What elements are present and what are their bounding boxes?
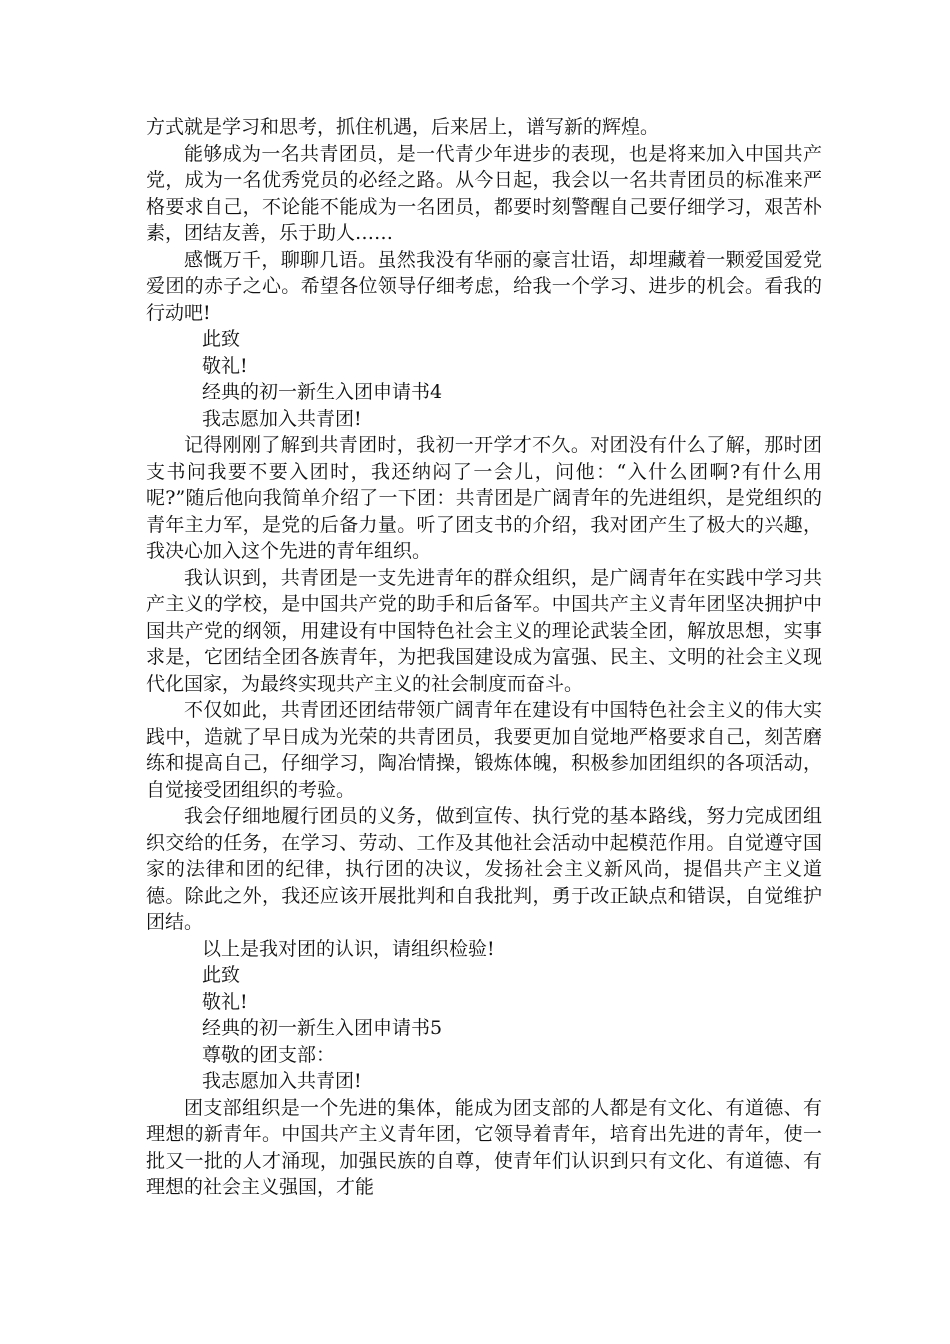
section-title: 经典的初一新生入团申请书4 xyxy=(202,381,443,403)
opening-line: 我志愿加入共青团! xyxy=(202,407,362,430)
document-page xyxy=(146,114,822,1201)
paragraph: 我认识到，共青团是一支先进青年的群众组织，是广阔青年在实践中学习共产主义的学校，是中国共产党的助手和后备军。中国共产主义青年团坚决拥护中国共产党的纲领，用建设有中国特色社会主义的理论武装全团，解放思想，实事求是，它团结全团各族青年，为把我国建设成为富强、民主、文明的社会主义现代化国家，为最终实现共产主义的社会制度而奋斗。 xyxy=(146,566,822,695)
closing-salutation: 此致 xyxy=(202,964,241,986)
paragraph: 记得刚刚了解到共青团时，我初一开学才不久。对团没有什么了解，那时团支书问我要不要入团时，我还纳闷了一会儿，问他：“入什么团啊?有什么用呢?”随后他向我简单介绍了一下团：共青团是广阔青年的先进组织，是党组织的青年主力军，是党的后备力量。听了团支书的介绍，我对团产生了极大的兴趣，我决心加入这个先进的青年组织。 xyxy=(146,434,822,562)
closing-salutation: 此致 xyxy=(202,328,241,350)
paragraph: 团支部组织是一个先进的集体，能成为团支部的人都是有文化、有道德、有理想的新青年。中国共产主义青年团，它领导着青年，培育出先进的青年，使一批又一批的人才涌现，加强民族的自尊，使青年们认识到只有文化、有道德、有理想的社会主义强国，才能 xyxy=(146,1096,822,1198)
closing-regards: 敬礼! xyxy=(202,990,248,1013)
paragraph: 能够成为一名共青团员，是一代青少年进步的表现，也是将来加入中国共产党，成为一名优秀党员的必经之路。从今日起，我会以一名共青团员的标准来严格要求自己，不论能不能成为一名团员，都要时刻警醒自己要仔细学习，艰苦朴素，团结友善，乐于助人…… xyxy=(146,142,822,244)
paragraph: 我会仔细地履行团员的义务，做到宣传、执行党的基本路线，努力完成团组织交给的任务，在学习、劳动、工作及其他社会活动中起模范作用。自觉遵守国家的法律和团的纪律，执行团的决议，发扬社会主义新风尚，提倡共产主义道德。除此之外，我还应该开展批判和自我批判，勇于改正缺点和错误，自觉维护团结。 xyxy=(146,805,822,933)
paragraph-continued: 方式就是学习和思考，抓住机遇，后来居上，谱写新的辉煌。 xyxy=(146,116,660,138)
opening-line: 我志愿加入共青团! xyxy=(202,1070,362,1092)
closing-regards: 敬礼! xyxy=(202,354,248,377)
paragraph: 不仅如此，共青团还团结带领广阔青年在建设有中国特色社会主义的伟大实践中，造就了早日成为光荣的共青团员，我要更加自觉地严格要求自己，刻苦磨练和提高自己，仔细学习，陶冶情操，锻炼体魄，积极参加团组织的各项活动，自觉接受团组织的考验。 xyxy=(146,699,822,801)
paragraph: 感慨万千，聊聊几语。虽然我没有华丽的豪言壮语，却埋藏着一颗爱国爱党爱团的赤子之心。希望各位领导仔细考虑，给我一个学习、进步的机会。看我的行动吧! xyxy=(146,248,822,324)
greeting: 尊敬的团支部： xyxy=(202,1043,336,1066)
closing-line: 以上是我对团的认识，请组织检验! xyxy=(202,937,495,960)
section-title: 经典的初一新生入团申请书5 xyxy=(202,1017,443,1039)
